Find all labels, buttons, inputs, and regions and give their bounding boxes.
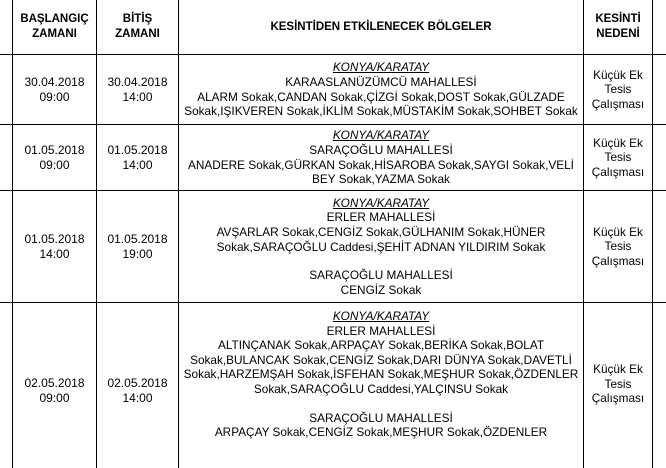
- row-end-time: [97, 55, 178, 124]
- end-date: 01.05.2018: [107, 143, 168, 157]
- header-end-line: ZAMANI: [115, 28, 160, 40]
- neighborhood-name: SARAÇOĞLU MAHALLESİ: [309, 268, 453, 283]
- start-hour: 14:00: [39, 246, 70, 261]
- row-reason: [584, 303, 652, 468]
- reason-line: Çalışması: [591, 164, 645, 179]
- row-reason: [584, 125, 652, 190]
- start-hour: 09:00: [39, 89, 70, 104]
- street-list: CENGİZ Sokak: [340, 282, 422, 297]
- row-end-time: [97, 191, 178, 302]
- end-date: 01.05.2018: [107, 232, 168, 246]
- start-date: 02.05.2018: [24, 376, 85, 390]
- street-list: ARPAÇAY Sokak,CENGİZ Sokak,MEŞHUR Sokak,ÖZDENLER: [214, 425, 548, 440]
- end-date: 02.05.2018: [107, 376, 168, 390]
- reason-line: Çalışması: [591, 391, 645, 406]
- start-date: 30.04.2018: [24, 75, 85, 89]
- header-affected-regions: [179, 0, 583, 54]
- neighborhood-name: SARAÇOĞLU MAHALLESİ: [309, 410, 453, 425]
- street-list: Sokak,HARZEMŞAH Sokak,İSFEHAN Sokak,MEŞHUR Sokak,ÖZDENLER: [183, 367, 579, 382]
- grid-line: [652, 0, 653, 468]
- row-start-time: [13, 191, 96, 302]
- end-hour: 19:00: [122, 246, 153, 261]
- reason-line: Küçük Ek: [593, 224, 643, 239]
- header-end-time: [97, 0, 178, 54]
- neighborhood-name: ERLER MAHALLESİ: [326, 323, 436, 338]
- end-hour: 14:00: [122, 157, 153, 172]
- end-date: 30.04.2018: [107, 75, 168, 89]
- reason-line: Çalışması: [591, 253, 645, 268]
- start-date: 01.05.2018: [24, 232, 85, 246]
- street-list: AVŞARLAR Sokak,CENGİZ Sokak,GÜLHANIM Sokak,HÜNER: [216, 224, 546, 239]
- neighborhood-name: KARAASLANÜZÜMCÜ MAHALLESİ: [285, 74, 477, 89]
- street-list: ALTINÇANAK Sokak,ARPAÇAY Sokak,BERİKA Sokak,BOLAT: [217, 338, 545, 353]
- reason-line: Küçük Ek: [593, 135, 643, 150]
- header-regions-text: KESİNTİDEN ETKİLENECEK BÖLGELER: [270, 20, 492, 33]
- reason-line: Tesis: [604, 376, 632, 391]
- reason-line: Küçük Ek: [593, 362, 643, 376]
- header-reason: [584, 0, 652, 54]
- start-date: 01.05.2018: [24, 143, 85, 157]
- street-list: ALARM Sokak,CANDAN Sokak,ÇİZGİ Sokak,DOST Sokak,GÜLZADE: [197, 89, 565, 104]
- street-list: Sokak,SARAÇOĞLU Caddesi,YALÇINSU Sokak: [253, 381, 509, 396]
- row-regions: [179, 191, 583, 302]
- header-start-time: [13, 0, 96, 54]
- province-label: KONYA/KARATAY: [332, 60, 430, 75]
- province-label: KONYA/KARATAY: [332, 128, 430, 143]
- header-reason-line: KESİNTİ: [595, 13, 641, 25]
- neighborhood-name: ERLER MAHALLESİ: [326, 210, 436, 225]
- street-list: Sokak,IŞIKVEREN Sokak,İKLİM Sokak,MÜSTAKİM Sokak,SOHBET Sokak: [184, 104, 578, 119]
- header-start-line: BAŞLANGIÇ: [20, 13, 89, 25]
- row-start-time: [13, 125, 96, 190]
- street-list: ANADERE Sokak,GÜRKAN Sokak,HİSAROBA Sokak,SAYGI Sokak,VELİ: [188, 157, 574, 172]
- reason-line: Küçük Ek: [593, 67, 643, 82]
- reason-line: Çalışması: [591, 96, 645, 111]
- reason-line: Tesis: [604, 82, 632, 97]
- neighborhood-name: SARAÇOĞLU MAHALLESİ: [309, 142, 453, 157]
- row-reason: [584, 55, 652, 124]
- province-label: KONYA/KARATAY: [332, 309, 430, 323]
- row-regions: [179, 55, 583, 124]
- row-end-time: [97, 125, 178, 190]
- row-start-time: [13, 55, 96, 124]
- row-start-time: [13, 303, 96, 468]
- reason-line: Tesis: [604, 150, 632, 165]
- start-hour: 09:00: [39, 390, 70, 405]
- header-end-line: BİTİŞ: [122, 13, 153, 25]
- end-hour: 14:00: [122, 89, 153, 104]
- street-list: Sokak,BULANCAK Sokak,CENGİZ Sokak,DARI DÜNYA Sokak,DAVETLİ: [190, 352, 572, 367]
- header-reason-line: NEDENİ: [596, 28, 640, 40]
- header-start-line: ZAMANI: [32, 28, 77, 40]
- end-hour: 14:00: [122, 390, 153, 405]
- row-reason: [584, 191, 652, 302]
- street-list: BEY Sokak,YAZMA Sokak: [312, 172, 450, 187]
- start-hour: 09:00: [39, 157, 70, 172]
- province-label: KONYA/KARATAY: [332, 195, 430, 210]
- row-regions: [179, 125, 583, 190]
- row-end-time: [97, 303, 178, 468]
- row-regions: [179, 303, 583, 468]
- reason-line: Tesis: [604, 239, 632, 254]
- street-list: Sokak,SARAÇOĞLU Caddesi,ŞEHİT ADNAN YILDIRIM Sokak: [216, 239, 546, 254]
